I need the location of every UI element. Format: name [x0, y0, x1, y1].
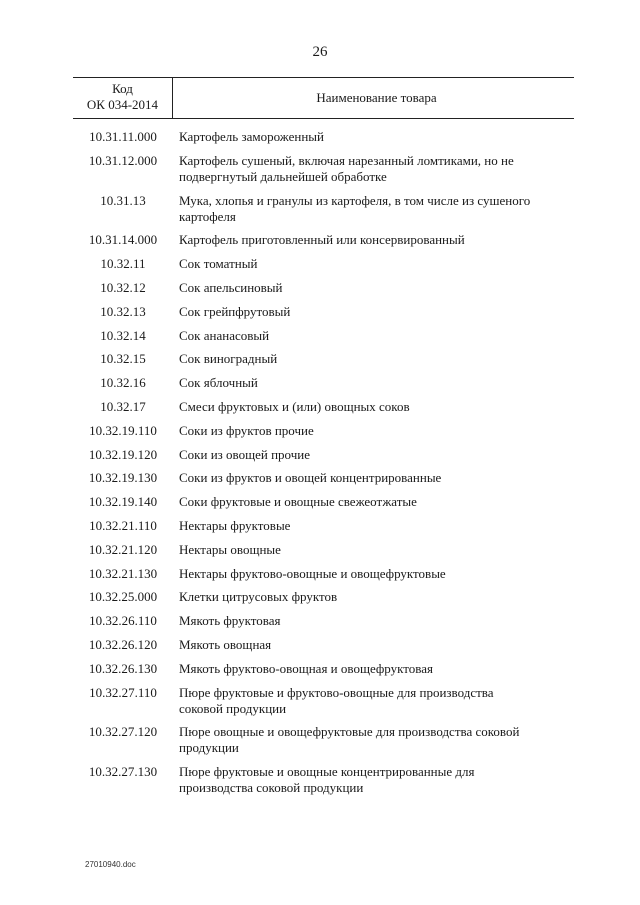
product-code: 10.32.15 [100, 351, 146, 367]
product-name: Соки фруктовые и овощные свежеотжатые [179, 494, 417, 510]
product-code: 10.31.14.000 [88, 232, 158, 248]
table-row [73, 613, 574, 629]
product-code: 10.32.13 [100, 303, 146, 319]
product-code: 10.31.13 [100, 192, 146, 208]
header-code-column [73, 78, 173, 118]
product-name: Соки из фруктов и овощей концентрированные [179, 470, 442, 486]
product-code: 10.32.19.140 [88, 494, 158, 510]
product-name: Сок апельсиновый [179, 279, 283, 295]
product-name: Нектары фруктовые [179, 517, 291, 533]
product-code: 10.32.19.110 [89, 422, 157, 438]
table-row [73, 232, 574, 248]
header-classifier-label: ОК 034-2014 [86, 97, 159, 112]
table-row [73, 351, 574, 367]
product-name: Пюре овощные и овощефруктовые для производства соковой продукции [179, 724, 520, 756]
product-name: Клетки цитрусовых фруктов [179, 589, 338, 605]
product-code: 10.32.26.110 [89, 613, 157, 629]
product-name: Нектары овощные [179, 541, 281, 557]
product-name: Мука, хлопья и гранулы из картофеля, в том числе из сушеного картофеля [179, 192, 531, 224]
table-header [73, 77, 574, 119]
table-row [73, 685, 574, 717]
product-name: Сок ананасовый [179, 327, 270, 343]
table-row [73, 423, 574, 439]
table-body [73, 129, 574, 796]
table-row [73, 470, 574, 486]
product-name: Мякоть фруктово-овощная и овощефруктовая [179, 660, 434, 676]
product-code: 10.31.11.000 [89, 129, 157, 144]
product-name: Сок яблочный [179, 375, 258, 391]
table-row [73, 399, 574, 415]
table-row [73, 447, 574, 463]
product-name: Сок виноградный [179, 351, 278, 367]
product-name: Пюре фруктовые и овощные концентрированные для производства соковой продукции [179, 764, 475, 796]
table-row [73, 328, 574, 344]
header-name-column: Наименование товара [316, 90, 437, 105]
product-code: 10.32.16 [100, 375, 146, 391]
table-row [73, 566, 574, 582]
product-code: 10.32.26.120 [88, 636, 158, 652]
product-code: 10.32.27.110 [89, 684, 157, 700]
product-name: Картофель сушеный, включая нарезанный ломтиками, но не подвергнутый дальнейшей обработке [179, 152, 514, 184]
table-row [73, 637, 574, 653]
product-name: Нектары фруктово-овощные и овощефруктовые [179, 565, 446, 581]
table-row [73, 153, 574, 185]
product-name: Сок грейпфрутовый [179, 303, 291, 319]
table-row [73, 494, 574, 510]
product-name: Сок томатный [179, 256, 258, 272]
table-row [73, 129, 574, 145]
page-number: 26 [312, 44, 328, 60]
table-row [73, 589, 574, 605]
product-code: 10.32.25.000 [88, 589, 158, 605]
header-code-label: Код [112, 81, 133, 96]
product-code-table [73, 77, 574, 804]
product-name: Соки из овощей прочие [179, 446, 310, 462]
product-code: 10.32.14 [100, 327, 146, 343]
footer-file-name: 27010940.doc [85, 860, 136, 869]
product-name: Соки из фруктов прочие [179, 422, 314, 438]
product-code: 10.32.12 [100, 279, 146, 295]
product-code: 10.32.21.130 [88, 565, 158, 581]
table-row [73, 724, 574, 756]
product-name: Картофель замороженный [179, 129, 324, 144]
table-row [73, 256, 574, 272]
product-code: 10.31.12.000 [88, 152, 158, 168]
table-row [73, 764, 574, 796]
product-code: 10.32.27.130 [88, 764, 158, 780]
table-row [73, 661, 574, 677]
product-code: 10.32.26.130 [88, 660, 158, 676]
product-code: 10.32.19.130 [88, 470, 158, 486]
product-code: 10.32.21.120 [88, 541, 158, 557]
product-name: Мякоть овощная [179, 636, 272, 652]
table-row [73, 518, 574, 534]
product-code: 10.32.27.120 [88, 724, 158, 740]
table-row [73, 542, 574, 558]
product-name: Мякоть фруктовая [179, 613, 281, 629]
product-code: 10.32.17 [100, 398, 146, 414]
table-row [73, 193, 574, 225]
product-name: Смеси фруктовых и (или) овощных соков [179, 398, 410, 414]
product-name: Пюре фруктовые и фруктово-овощные для производства соковой продукции [179, 684, 494, 716]
product-name: Картофель приготовленный или консервированный [179, 232, 465, 248]
table-row [73, 280, 574, 296]
table-row [73, 304, 574, 320]
product-code: 10.32.11 [100, 256, 146, 272]
product-code: 10.32.21.110 [89, 517, 157, 533]
product-code: 10.32.19.120 [88, 446, 158, 462]
table-row [73, 375, 574, 391]
